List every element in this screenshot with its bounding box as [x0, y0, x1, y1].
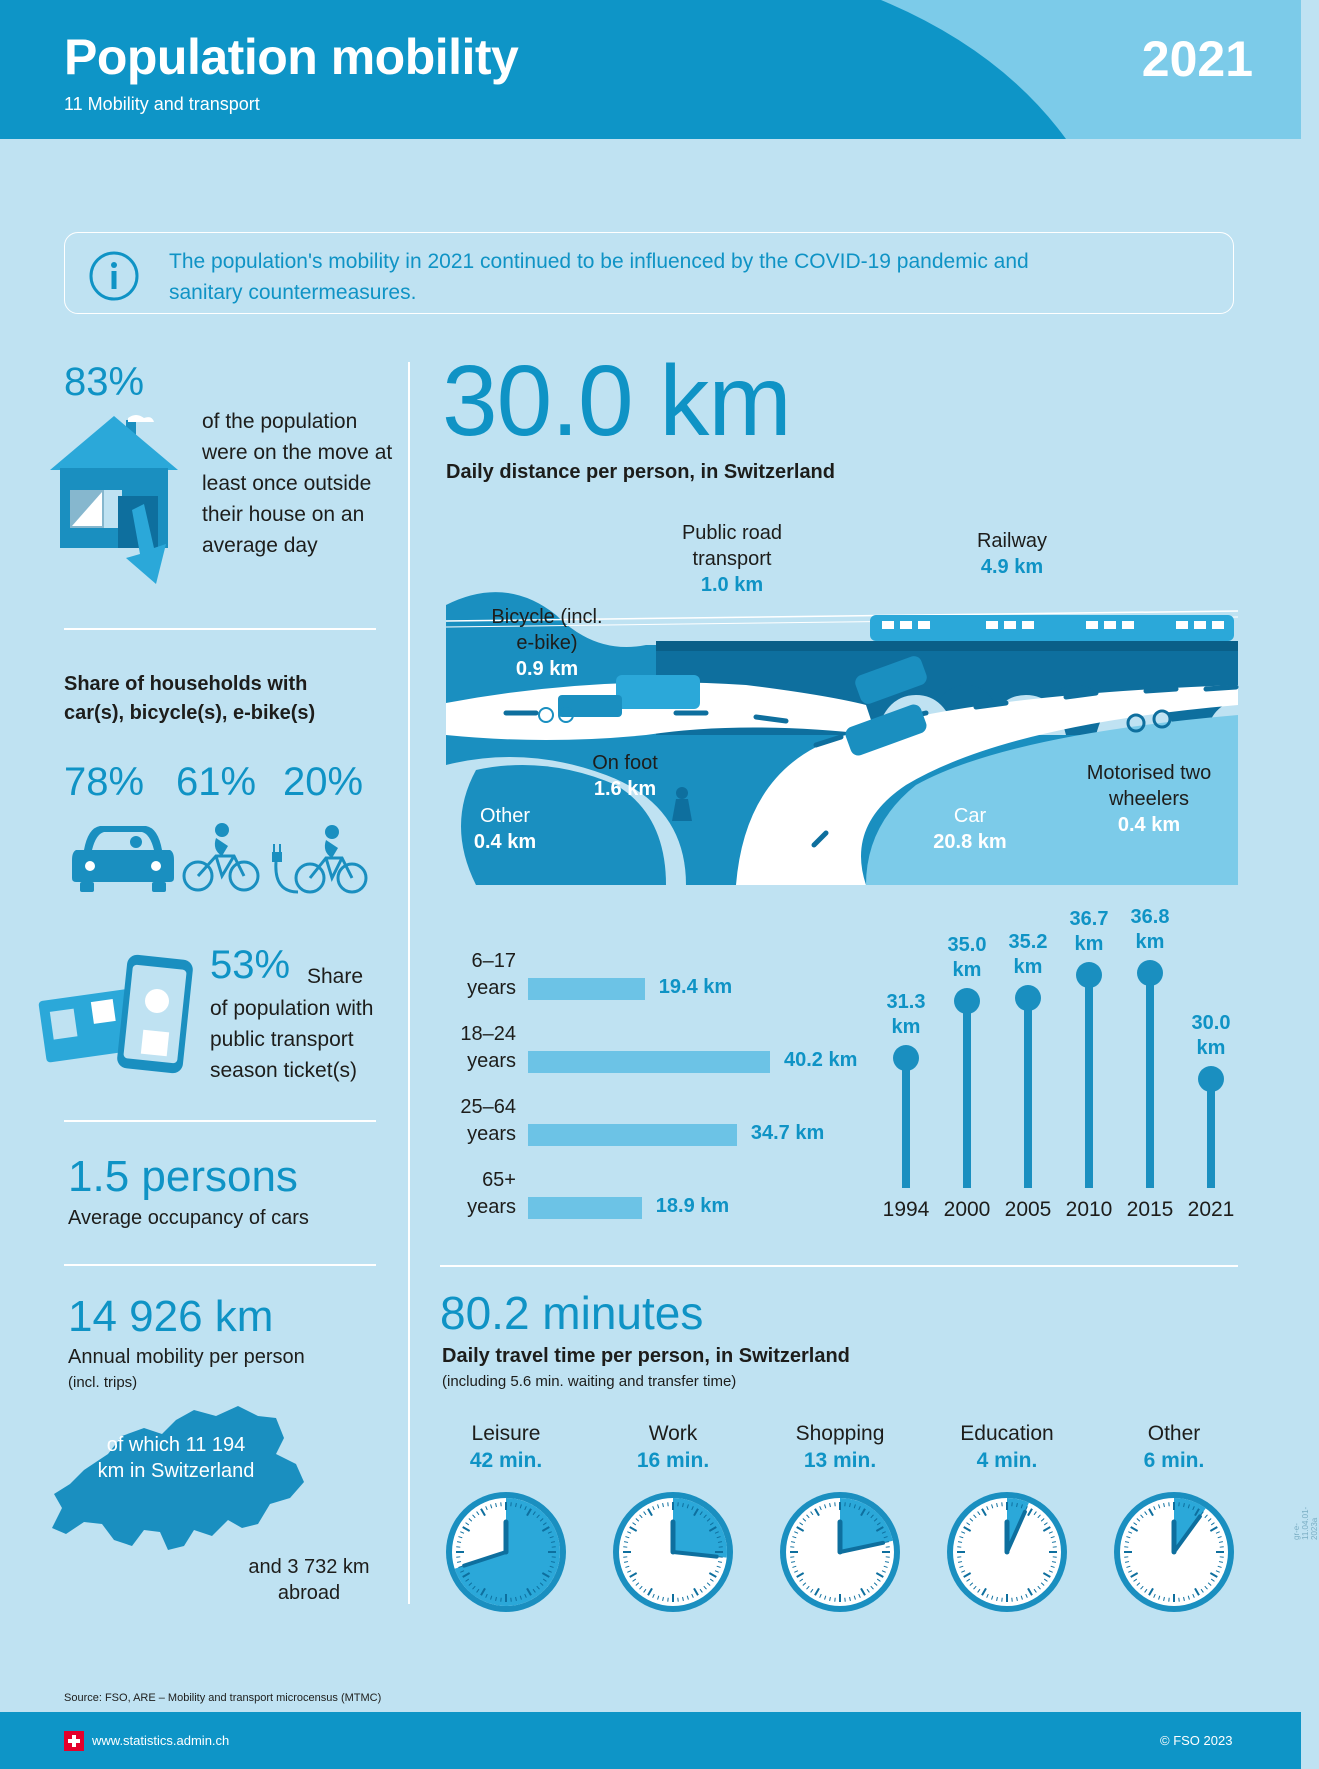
year-distance-chart — [876, 906, 1246, 1230]
mode-name: Bicycle (incl. e-bike) — [491, 606, 603, 654]
annual-switzerland: of which 11 194 km in Switzerland — [97, 1434, 255, 1482]
year-label: 2015 — [1126, 1198, 1174, 1221]
mode-value: 20.8 km — [933, 831, 1007, 853]
year-value: 31.3 — [886, 991, 926, 1014]
mode-name: Other — [479, 805, 531, 827]
mode-name: Public road transport — [681, 522, 783, 570]
car-icon — [70, 820, 176, 894]
purpose-value: 4 min. — [976, 1449, 1038, 1472]
purpose-name: Education — [960, 1422, 1054, 1445]
age-category-line: years — [467, 977, 516, 999]
purpose-label — [603, 1420, 743, 1474]
clock-sector — [673, 1498, 727, 1558]
purpose-name: Work — [648, 1422, 698, 1445]
divider — [440, 1265, 1238, 1267]
year-value-label — [1181, 1011, 1241, 1061]
age-bar-value: 18.9 km — [655, 1195, 730, 1217]
age-category-line: years — [467, 1123, 516, 1145]
footer-url[interactable]: www.statistics.admin.ch — [92, 1733, 230, 1748]
bicycle-icon — [182, 822, 262, 894]
purpose-value: 42 min. — [469, 1449, 543, 1472]
year-value-unit: km — [952, 959, 982, 981]
distance-caption: Daily distance per person, in Switzerland — [446, 461, 835, 483]
age-bar — [528, 1051, 770, 1073]
occupancy-text: Average occupancy of cars — [68, 1207, 309, 1229]
source-note: Source: FSO, ARE – Mobility and transport microcensus (MTMC) — [64, 1692, 382, 1704]
age-category-line: 25–64 — [460, 1096, 516, 1118]
clock-icon — [611, 1490, 735, 1614]
year-value: 35.2 — [1008, 930, 1048, 953]
year-value-unit: km — [1074, 932, 1104, 955]
year-dot — [1015, 985, 1041, 1011]
mode-value: 0.4 km — [473, 831, 537, 853]
time-note: (including 5.6 min. waiting and transfer time) — [442, 1373, 737, 1390]
year-label: 1994 — [882, 1198, 930, 1221]
year-stick — [902, 1058, 910, 1188]
footer-copyright: © FSO 2023 — [1160, 1733, 1233, 1748]
age-category-line: years — [467, 1196, 516, 1218]
swiss-flag-icon — [64, 1731, 84, 1751]
purpose-time-chart — [440, 1420, 1240, 1620]
age-category-label — [440, 1021, 516, 1075]
year-value: 30.0 — [1191, 1011, 1231, 1034]
mode-railway — [952, 528, 1072, 580]
ebike-share-value: 20% — [283, 760, 364, 804]
age-bar — [528, 1197, 642, 1219]
age-category-label — [440, 1094, 516, 1148]
age-distance-chart — [440, 948, 900, 1228]
annual-abroad: and 3 732 km abroad — [248, 1556, 370, 1604]
year-dot — [893, 1045, 919, 1071]
year-value: 35.0 — [947, 934, 987, 956]
mode-public-road-transport — [662, 520, 802, 598]
year-value-label — [876, 990, 936, 1040]
year-value-unit: km — [1013, 955, 1043, 978]
time-value: 80.2 minutes — [440, 1287, 704, 1339]
mode-name: Car — [953, 805, 987, 827]
year-dot — [1137, 960, 1163, 986]
year-label: 2021 — [1141, 31, 1253, 87]
year-value-unit: km — [1196, 1036, 1226, 1059]
year-value: 36.7 — [1069, 907, 1109, 930]
mode-value: 1.0 km — [700, 574, 764, 596]
divider — [64, 1120, 376, 1122]
purpose-name: Leisure — [471, 1422, 541, 1445]
annual-text: Annual mobility per person — [68, 1346, 305, 1368]
ebike-icon — [272, 822, 368, 898]
clock-icon — [945, 1490, 1069, 1614]
switzerland-map-icon — [44, 1400, 314, 1570]
year-value-label — [998, 930, 1058, 980]
purpose-name: Shopping — [795, 1422, 885, 1445]
purpose-label — [937, 1420, 1077, 1474]
purpose-value: 16 min. — [636, 1449, 710, 1472]
age-bar-value: 40.2 km — [784, 1049, 858, 1071]
mode-other — [460, 803, 550, 855]
page-title: Population mobility — [64, 29, 519, 85]
mode-value: 4.9 km — [980, 556, 1044, 578]
occupancy-value: 1.5 persons — [68, 1152, 298, 1201]
year-stick — [1207, 1079, 1215, 1189]
year-value-unit: km — [891, 1016, 921, 1039]
car-share-value: 78% — [64, 760, 145, 804]
purpose-label — [436, 1420, 576, 1474]
year-value: 36.8 — [1130, 906, 1170, 929]
mode-value: 0.9 km — [515, 658, 579, 680]
age-category-line: 18–24 — [460, 1023, 516, 1045]
year-label: 2000 — [943, 1198, 991, 1221]
year-value-label — [1120, 905, 1180, 955]
year-stick — [1024, 998, 1032, 1188]
mode-bicycle — [482, 604, 612, 682]
mode-value: 1.6 km — [593, 778, 657, 800]
mode-on-foot — [580, 750, 670, 802]
mode-value: 0.4 km — [1117, 814, 1181, 836]
info-text: The population's mobility in 2021 continued to be influenced by the COVID-19 pandemic and sanitary countermeasures. — [169, 250, 1029, 304]
year-stick — [1146, 973, 1154, 1188]
year-dot — [1198, 1066, 1224, 1092]
age-bar — [528, 1124, 737, 1146]
year-label: 2021 — [1187, 1198, 1235, 1221]
season-ticket-word: Share — [307, 965, 364, 988]
year-value-label — [1059, 907, 1119, 957]
year-label: 2010 — [1065, 1198, 1113, 1221]
year-value-unit: km — [1135, 931, 1165, 954]
purpose-name: Other — [1147, 1422, 1201, 1445]
bicycle-share-value: 61% — [176, 760, 257, 804]
doc-code: gr-e-11.04.01-2023a — [1292, 1506, 1319, 1540]
year-stick — [963, 1001, 971, 1188]
season-ticket-value: 53% — [210, 943, 291, 987]
year-value-label — [937, 933, 997, 983]
mode-name: Railway — [976, 530, 1048, 552]
year-dot — [1076, 962, 1102, 988]
year-stick — [1085, 975, 1093, 1188]
mode-motorised-two-wheelers — [1074, 760, 1224, 838]
age-bar-value: 19.4 km — [658, 976, 733, 998]
purpose-value: 6 min. — [1143, 1449, 1205, 1472]
divider — [64, 1264, 376, 1266]
clock-icon — [778, 1490, 902, 1614]
age-category-label — [440, 1167, 516, 1221]
purpose-label — [770, 1420, 910, 1474]
clock-icon — [444, 1490, 568, 1614]
age-category-line: years — [467, 1050, 516, 1072]
annual-note: (incl. trips) — [68, 1374, 138, 1391]
column-divider — [408, 362, 410, 1604]
age-bar-value: 34.7 km — [750, 1122, 825, 1144]
on-move-text: of the population were on the move at least once outside their house on an average day — [202, 410, 393, 557]
info-icon — [88, 250, 140, 302]
clock-icon — [1112, 1490, 1236, 1614]
households-heading: Share of households with car(s), bicycle(s), e-bike(s) — [64, 673, 316, 724]
age-category-line: 6–17 — [471, 950, 516, 972]
distance-value: 30.0 km — [442, 345, 791, 457]
annual-value: 14 926 km — [68, 1292, 274, 1341]
ticket-icon — [40, 955, 200, 1075]
mode-name: Motorised two wheelers — [1086, 762, 1212, 810]
year-label: 2005 — [1004, 1198, 1052, 1221]
season-ticket-text: of population with public transport season ticket(s) — [210, 997, 374, 1082]
purpose-label — [1104, 1420, 1244, 1474]
page-subtitle: 11 Mobility and transport — [64, 94, 260, 114]
age-category-label — [440, 948, 516, 1002]
age-bar — [528, 978, 645, 1000]
on-move-value: 83% — [64, 360, 145, 404]
time-caption: Daily travel time per person, in Switzerland — [442, 1345, 850, 1367]
mode-car — [920, 803, 1020, 855]
divider — [64, 628, 376, 630]
house-icon — [48, 410, 188, 590]
mode-name: On foot — [592, 752, 658, 774]
age-category-line: 65+ — [482, 1169, 516, 1191]
year-dot — [954, 988, 980, 1014]
purpose-value: 13 min. — [803, 1449, 877, 1472]
